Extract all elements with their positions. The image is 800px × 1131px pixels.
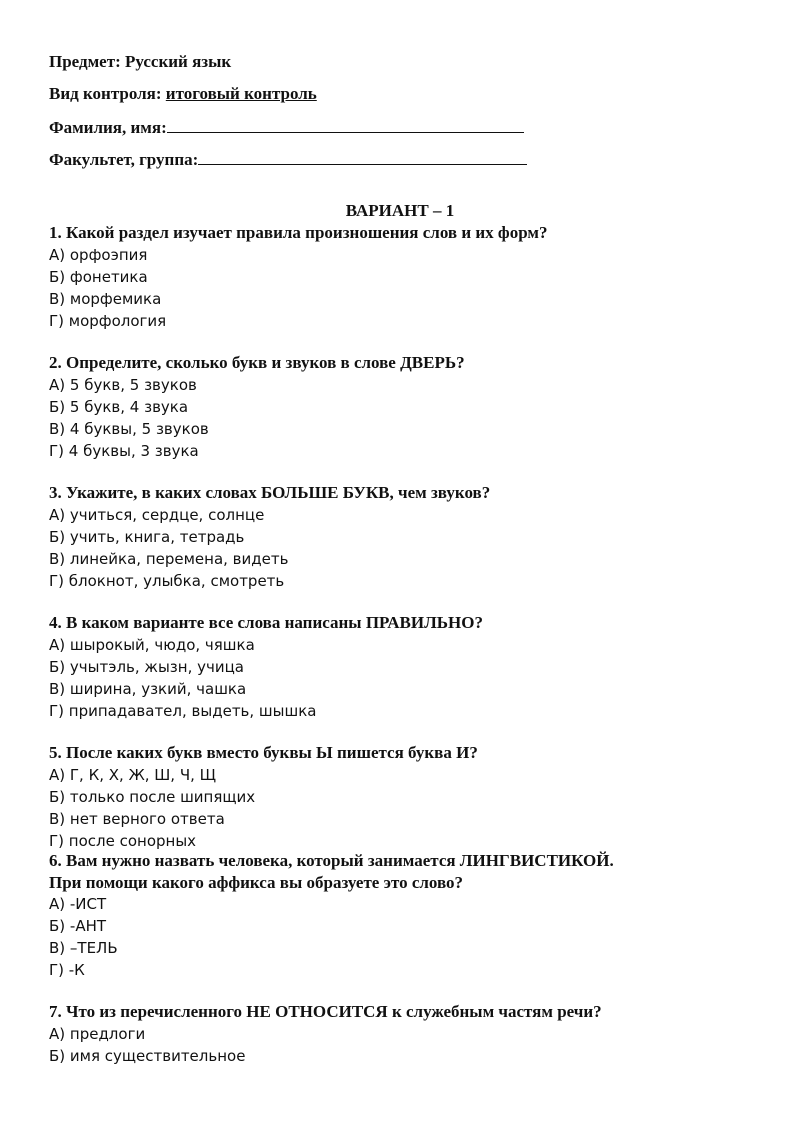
option-2a: А) 5 букв, 5 звуков	[49, 376, 197, 394]
question-7: 7. Что из перечисленного НЕ ОТНОСИТСЯ к служебным частям речи?	[49, 1002, 602, 1021]
question-1: 1. Какой раздел изучает правила произношения слов и их форм?	[49, 223, 548, 242]
option-5b: Б) только после шипящих	[49, 788, 256, 806]
question-5: 5. После каких букв вместо буквы Ы пишется буква И?	[49, 743, 478, 762]
group-blank[interactable]	[198, 149, 527, 165]
name-blank[interactable]	[167, 117, 524, 133]
option-6a: А) -ИСТ	[49, 895, 107, 913]
group-line	[49, 149, 527, 170]
option-7a: А) предлоги	[49, 1025, 146, 1043]
option-2c: В) 4 буквы, 5 звуков	[49, 420, 209, 438]
option-6b: Б) -АНТ	[49, 917, 107, 935]
option-2d: Г) 4 буквы, 3 звука	[49, 442, 199, 460]
option-7b: Б) имя существительное	[49, 1047, 246, 1065]
option-3d: Г) блокнот, улыбка, смотреть	[49, 572, 285, 590]
subject-line: Предмет: Русский язык	[49, 52, 232, 71]
control-type-line	[49, 84, 317, 104]
option-2b: Б) 5 букв, 4 звука	[49, 398, 189, 416]
option-5a: А) Г, К, Х, Ж, Ш, Ч, Щ	[49, 766, 217, 784]
option-6d: Г) -К	[49, 961, 85, 979]
option-6c: В) –ТЕЛЬ	[49, 939, 118, 957]
control-type-label: Вид контроля:	[49, 84, 166, 103]
option-4b: Б) учытэль, жызн, учица	[49, 658, 244, 676]
option-3a: А) учиться, сердце, солнце	[49, 506, 265, 524]
question-2: 2. Определите, сколько букв и звуков в слове ДВЕРЬ?	[49, 353, 465, 372]
option-1d: Г) морфология	[49, 312, 167, 330]
option-5d: Г) после сонорных	[49, 832, 197, 850]
option-3c: В) линейка, перемена, видеть	[49, 550, 289, 568]
question-3: 3. Укажите, в каких словах БОЛЬШЕ БУКВ, чем звуков?	[49, 483, 491, 502]
question-4: 4. В каком варианте все слова написаны ПРАВИЛЬНО?	[49, 613, 483, 632]
name-label: Фамилия, имя:	[49, 118, 167, 137]
option-1b: Б) фонетика	[49, 268, 148, 286]
option-4a: А) шырокый, чюдо, чяшка	[49, 636, 255, 654]
question-6-continued: При помощи какого аффикса вы образуете это слово?	[49, 873, 464, 892]
name-line	[49, 117, 524, 138]
group-label: Факультет, группа:	[49, 150, 199, 169]
variant-title: ВАРИАНТ – 1	[345, 201, 455, 220]
option-1a: А) орфоэпия	[49, 246, 148, 264]
control-type-value: итоговый контроль	[165, 84, 317, 103]
question-6: 6. Вам нужно назвать человека, который занимается ЛИНГВИСТИКОЙ.	[49, 851, 614, 870]
option-4d: Г) припадавател, выдеть, шышка	[49, 702, 317, 720]
option-4c: В) ширина, узкий, чашка	[49, 680, 247, 698]
option-1c: В) морфемика	[49, 290, 162, 308]
option-3b: Б) учить, книга, тетрадь	[49, 528, 245, 546]
option-5c: В) нет верного ответа	[49, 810, 225, 828]
